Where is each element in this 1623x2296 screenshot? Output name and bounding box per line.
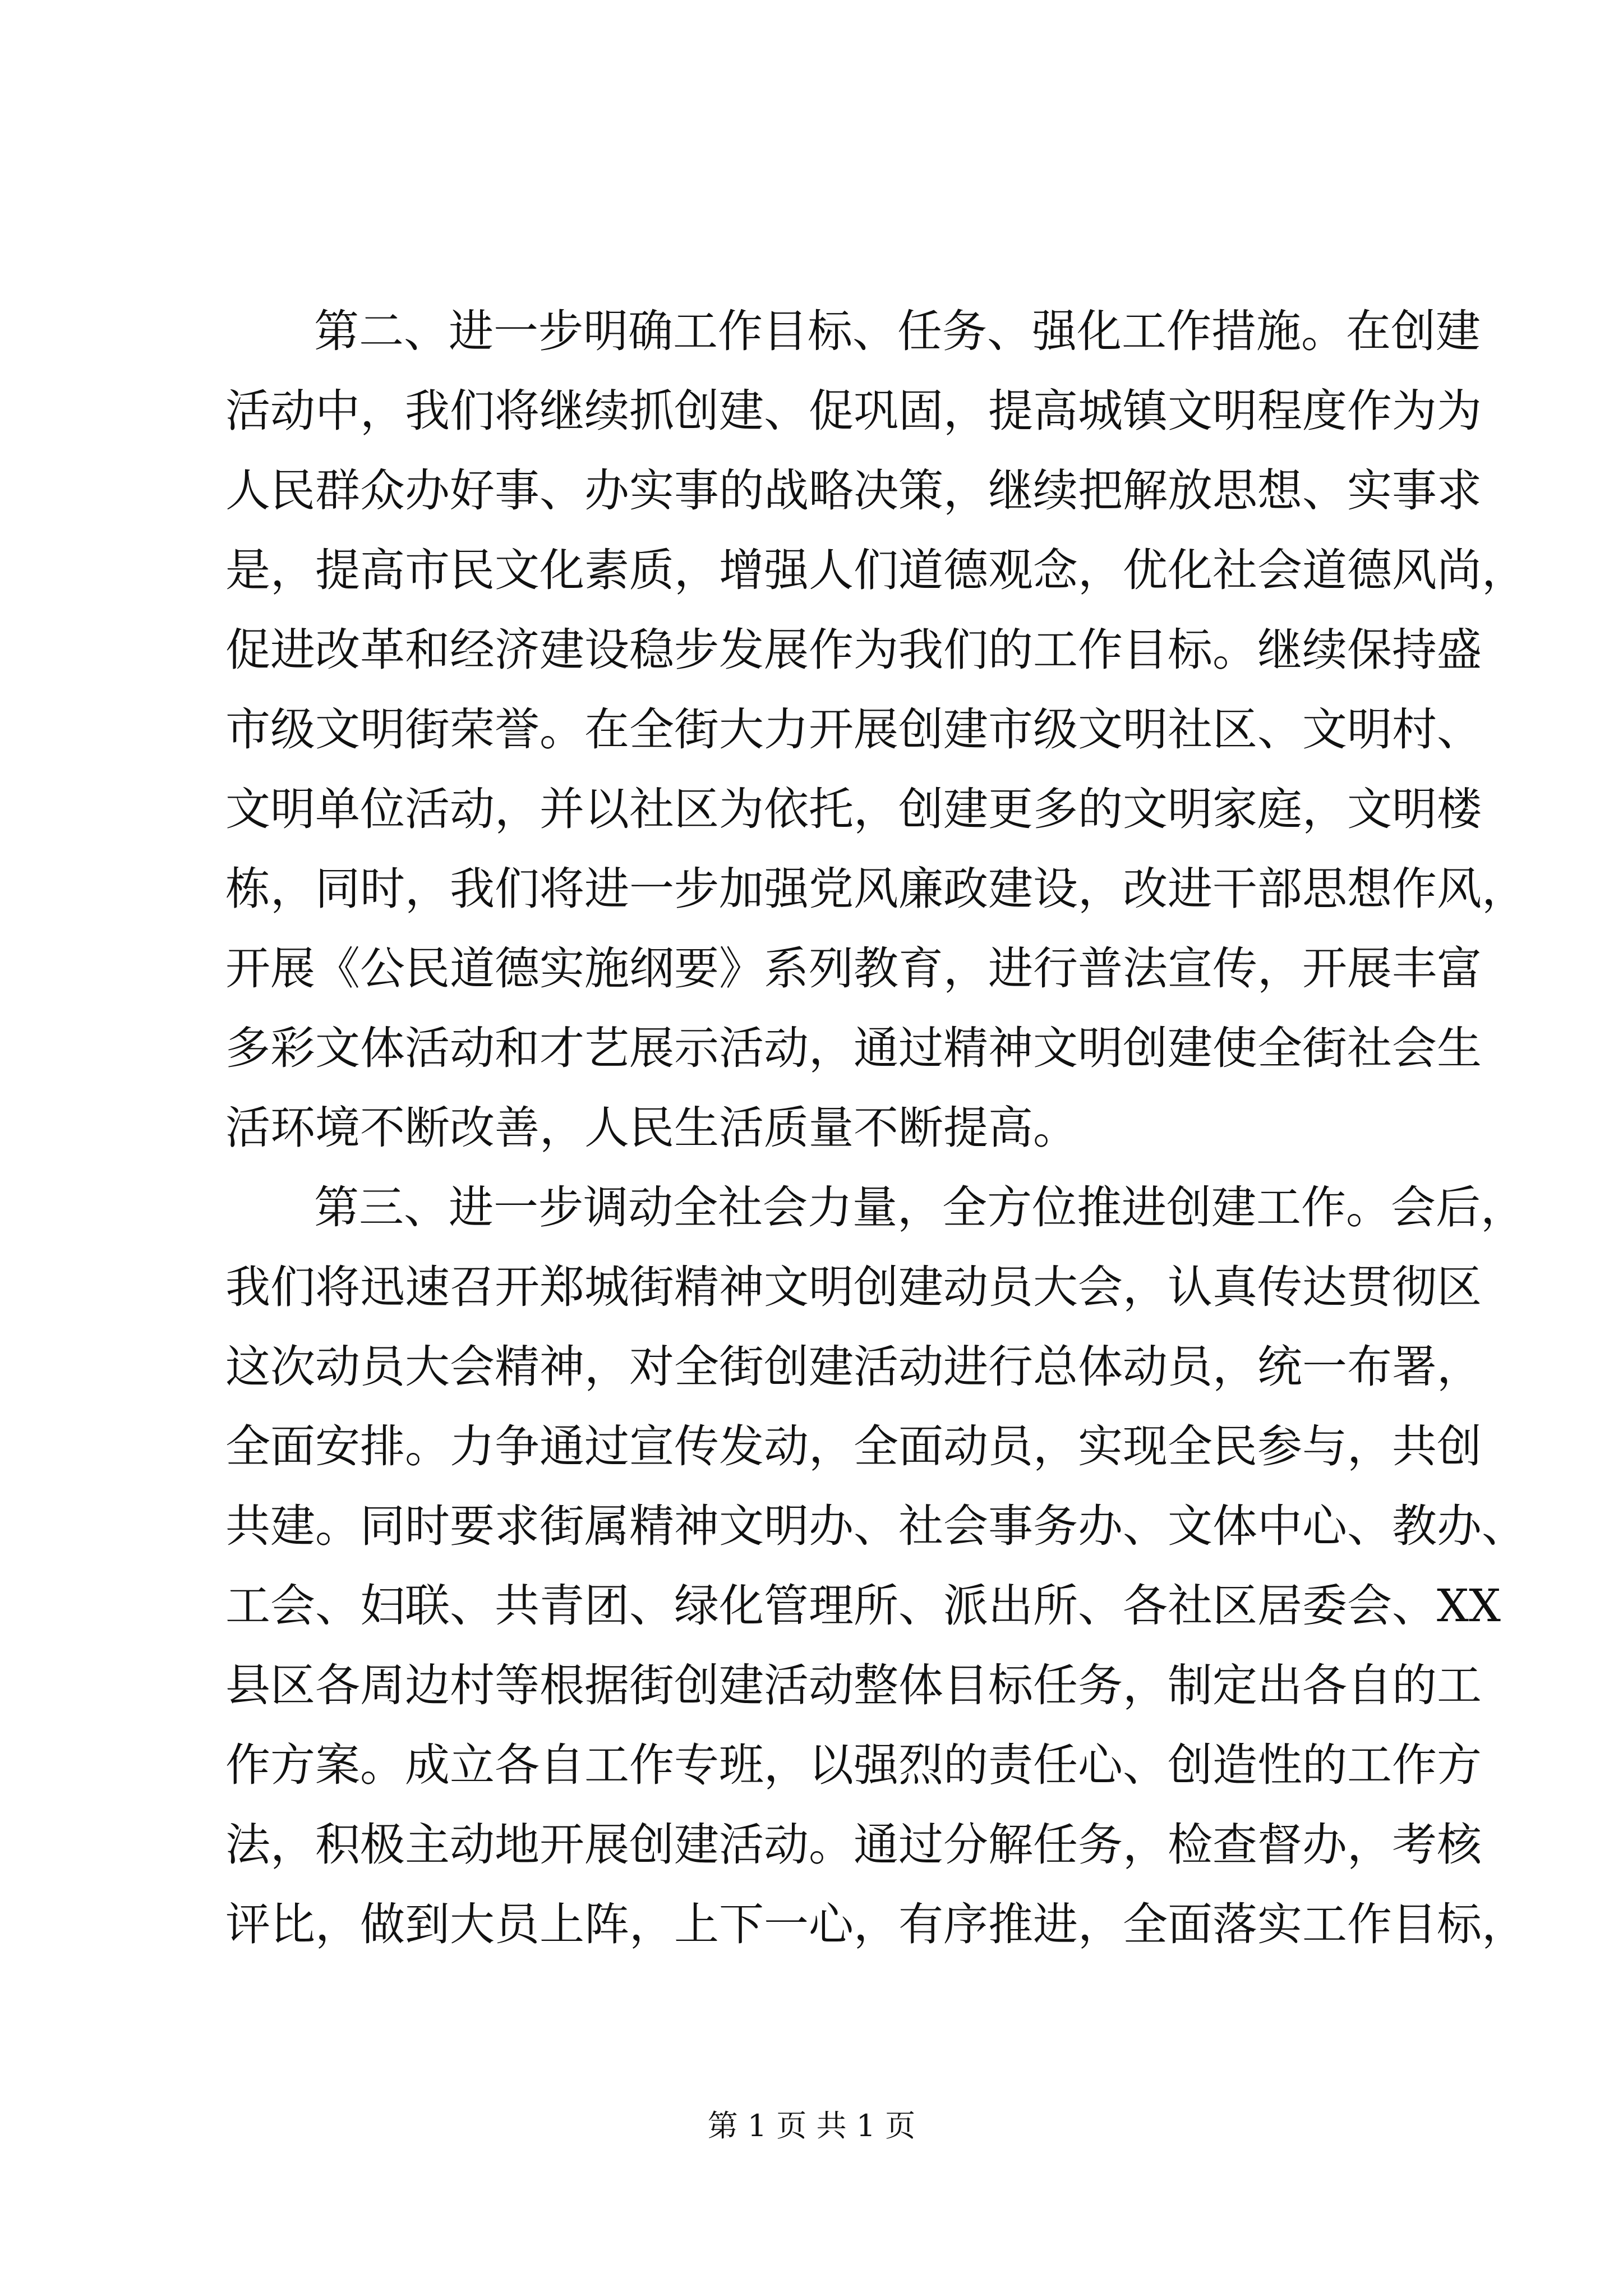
- text-line: 是，提高市民文化素质，增强人们道德观念，优化社会道德风尚，: [225, 544, 1527, 596]
- text-line: 共建。同时要求街属精神文明办、社会事务办、文体中心、教办、: [225, 1500, 1527, 1552]
- text-line: 县区各周边村等根据街创建活动整体目标任务，制定出各自的工: [225, 1659, 1482, 1711]
- text-line: 多彩文体活动和才艺展示活动，通过精神文明创建使全街社会生: [225, 1022, 1482, 1074]
- text-line: 栋，同时，我们将进一步加强党风廉政建设，改进干部思想作风，: [225, 863, 1527, 915]
- page-footer: 第 1 页 共 1 页: [707, 2108, 916, 2143]
- text-line: 活动中，我们将继续抓创建、促巩固，提高城镇文明程度作为为: [225, 385, 1482, 437]
- text-line: 法，积极主动地开展创建活动。通过分解任务，检查督办，考核: [225, 1819, 1482, 1871]
- text-line: 工会、妇联、共青团、绿化管理所、派出所、各社区居委会、XX: [225, 1580, 1501, 1632]
- text-line: 市级文明街荣誉。在全街大力开展创建市级文明社区、文明村、: [225, 703, 1482, 756]
- text-line: 作方案。成立各自工作专班，以强烈的责任心、创造性的工作方: [225, 1739, 1482, 1791]
- text-line: 开展《公民道德实施纲要》系列教育，进行普法宣传，开展丰富: [225, 942, 1482, 995]
- text-line: 活环境不断改善，人民生活质量不断提高。: [225, 1102, 1078, 1154]
- text-line: 这次动员大会精神，对全街创建活动进行总体动员，统一布署，: [225, 1341, 1482, 1393]
- text-line: 人民群众办好事、办实事的战略决策，继续把解放思想、实事求: [225, 464, 1482, 517]
- text-line: 第三、进一步调动全社会力量，全方位推进创建工作。会后，: [314, 1181, 1525, 1234]
- text-line: 我们将迅速召开郑城街精神文明创建动员大会，认真传达贯彻区: [225, 1261, 1482, 1313]
- text-line: 促进改革和经济建设稳步发展作为我们的工作目标。继续保持盛: [225, 624, 1482, 676]
- text-line: 全面安排。力争通过宣传发动，全面动员，实现全民参与，共创: [225, 1420, 1482, 1473]
- paragraph-3: [225, 1168, 1527, 1964]
- text-line: 评比，做到大员上阵，上下一心，有序推进，全面落实工作目标，: [225, 1898, 1527, 1950]
- paragraph-2: [225, 292, 1527, 1168]
- text-line: 文明单位活动，并以社区为依托，创建更多的文明家庭，文明楼: [225, 783, 1482, 835]
- text-line: 第二、进一步明确工作目标、任务、强化工作措施。在创建: [314, 305, 1481, 357]
- document-body: [225, 292, 1527, 1964]
